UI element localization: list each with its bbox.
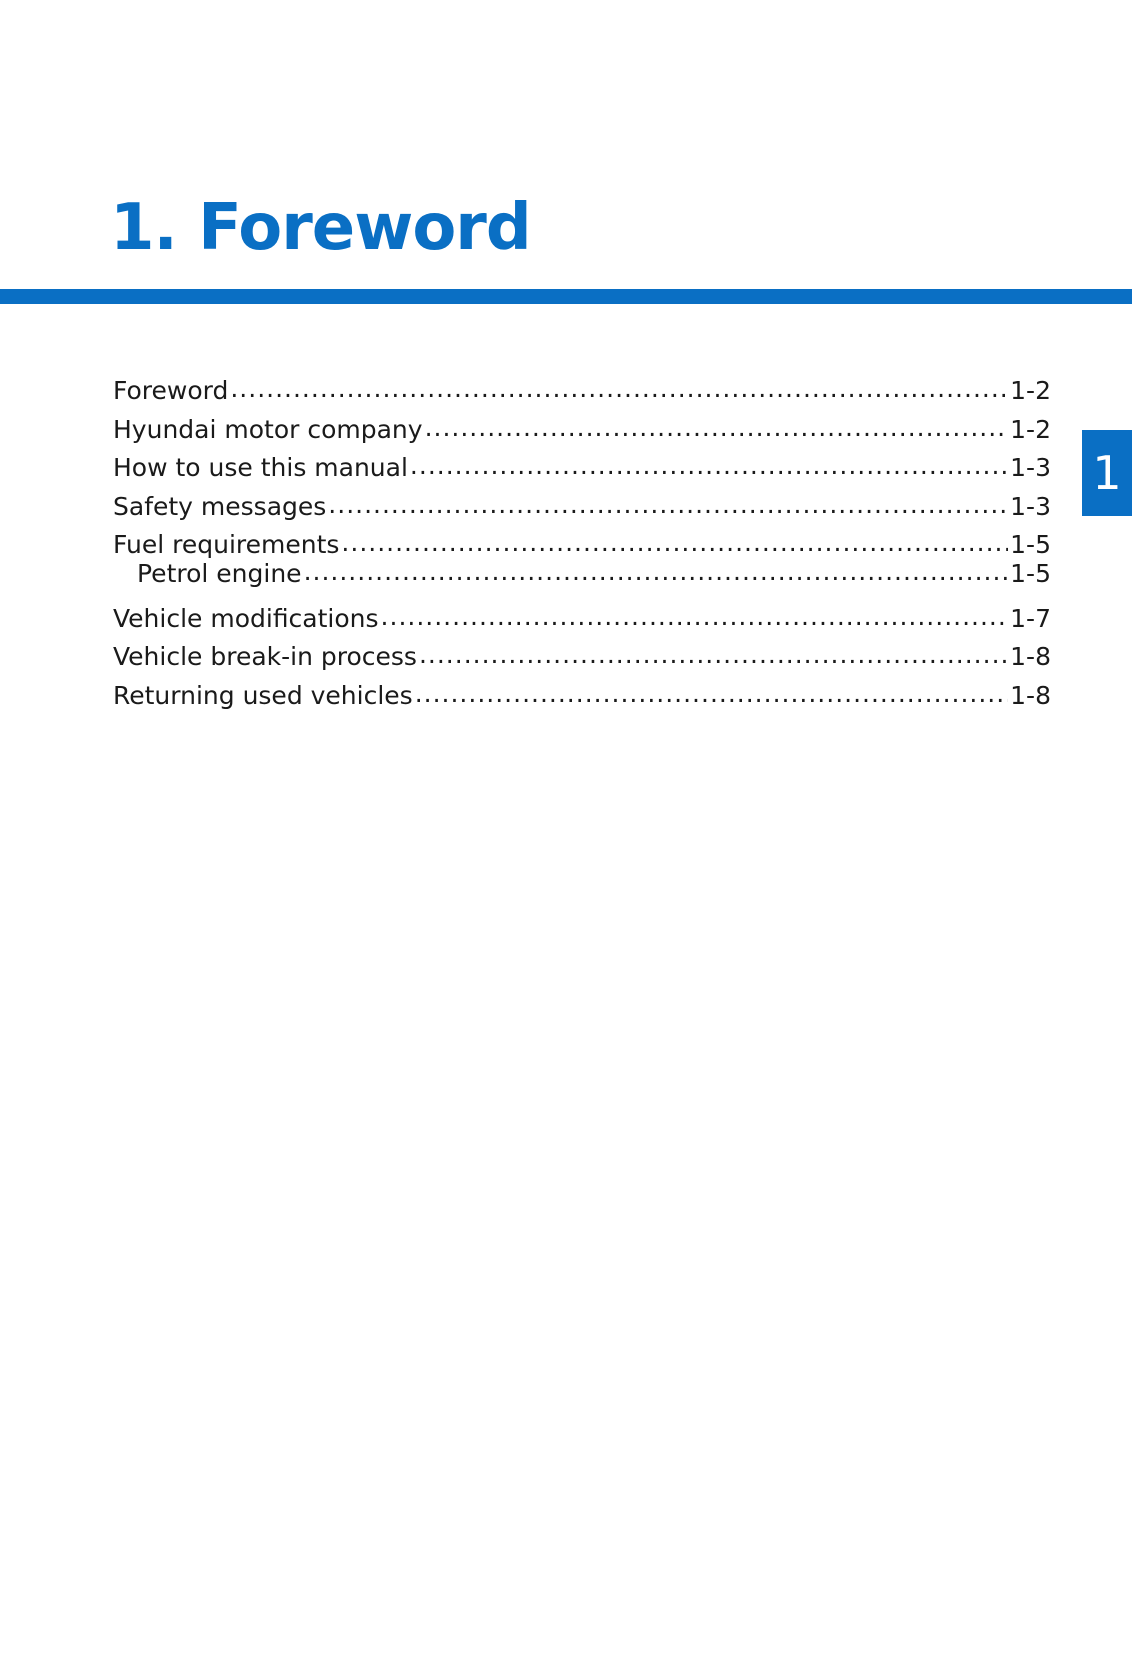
toc-entry-petrol-engine[interactable] [113,559,1051,590]
toc-leader [304,557,1009,587]
toc-entry-vehicle-modifications[interactable] [113,600,1051,639]
toc-entry-vehicle-break-in-process[interactable] [113,638,1051,677]
toc-leader [381,598,1009,636]
toc-entry-safety-messages[interactable] [113,488,1051,527]
toc-entry-label: Safety messages [113,491,327,521]
toc-leader [410,447,1008,485]
toc-entry-page: 1-3 [1010,453,1051,482]
toc-entry-foreword[interactable] [113,372,1051,411]
toc-entry-page: 1-5 [1010,530,1051,559]
toc-entry-page: 1-5 [1010,558,1051,588]
toc-leader [419,636,1008,674]
toc-leader [425,409,1009,447]
toc-entry-page: 1-3 [1010,491,1051,521]
toc-entry-page: 1-2 [1010,414,1051,444]
toc-entry-label: Petrol engine [137,558,302,588]
toc-entry-label: Fuel requirements [113,530,340,559]
title-rule [0,289,1132,304]
toc-leader [328,486,1008,524]
toc-entry-returning-used-vehicles[interactable] [113,677,1051,716]
toc-entry-label: Vehicle break-in process [113,642,417,671]
toc-entry-page: 1-7 [1010,603,1051,633]
toc-entry-label: Returning used vehicles [113,680,413,710]
toc-entry-label: How to use this manual [113,453,408,482]
toc-entry-page: 1-8 [1010,642,1051,671]
chapter-title: 1. Foreword [110,191,531,265]
toc-leader [230,370,1008,408]
toc-entry-page: 1-8 [1010,680,1051,710]
table-of-contents [113,372,1051,715]
toc-entry-page: 1-2 [1010,376,1051,405]
toc-entry-label: Vehicle modifications [113,603,379,633]
toc-entry-label: Foreword [113,376,229,405]
toc-entry-how-to-use-this-manual[interactable] [113,449,1051,488]
chapter-tab[interactable]: 1 [1082,430,1132,516]
toc-entry-label: Hyundai motor company [113,414,423,444]
toc-entry-hyundai-motor-company[interactable] [113,411,1051,450]
toc-leader [415,675,1008,713]
